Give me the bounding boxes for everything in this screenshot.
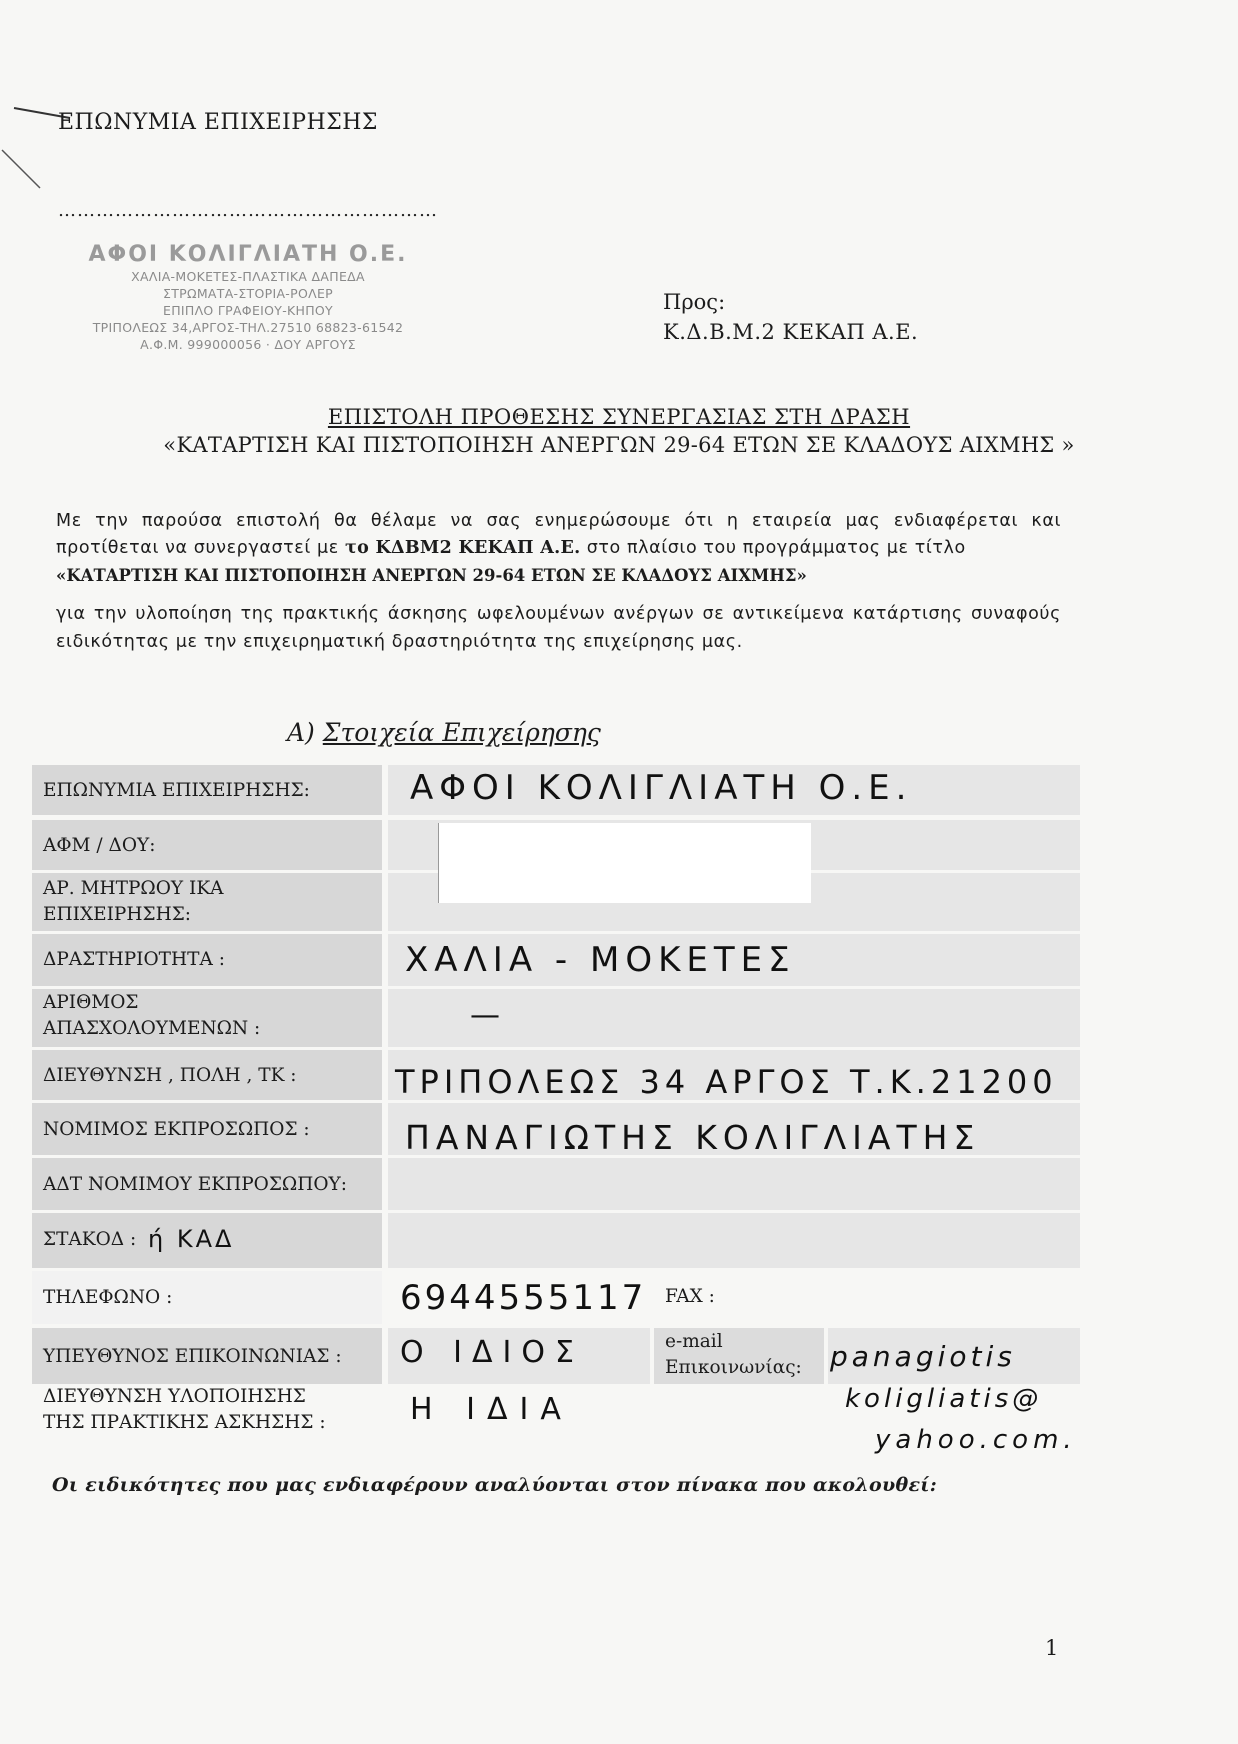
document-subtitle: «ΚΑΤΑΡΤΙΣΗ ΚΑΙ ΠΙΣΤΟΠΟΙΗΣΗ ΑΝΕΡΓΩΝ 29-64 ΕΤΩΝ ΣΕ ΚΛΑΔΟΥΣ ΑΙΧΜΗΣ »: [163, 433, 1075, 457]
label-line: ΑΡ. ΜΗΤΡΩΟΥ ΙΚΑ: [43, 878, 224, 899]
page-number: 1: [1045, 1636, 1059, 1660]
representative-value: ΠΑΝΑΓΙΩΤΗΣ ΚΟΛΙΓΛΙΑΤΗΣ: [405, 1118, 981, 1157]
label-line: ΤΗΣ ΠΡΑΚΤΙΚΗΣ ΑΣΚΗΣΗΣ :: [43, 1412, 326, 1433]
stakod-handwritten-note: ή ΚΑΔ: [148, 1225, 235, 1253]
company-name-value: ΑΦΟΙ ΚΟΛΙΓΛΙΑΤΗ Ο.Ε.: [410, 768, 913, 808]
label-line: ΕΠΙΧΕΙΡΗΣΗΣ:: [43, 904, 192, 925]
contact-field-label: ΥΠΕΥΘΥΝΟΣ ΕΠΙΚΟΙΝΩΝΙΑΣ :: [43, 1346, 342, 1367]
label-line: Επικοινωνίας:: [665, 1357, 802, 1378]
activity-field-label: ΔΡΑΣΤΗΡΙΟΤΗΤΑ :: [43, 949, 225, 970]
field-bg: [388, 1213, 1080, 1268]
vat-field-label: ΑΦΜ / ΔΟΥ:: [43, 835, 156, 856]
employees-value: —: [470, 998, 506, 1033]
body-text: Με την παρούσα επιστολή θα θέλαμε να σας ενημερώσουμε ότι η εταιρεία μας ενδιαφέρεται και προτίθεται να συνεργαστεί με: [56, 511, 1061, 558]
contact-value: Ο ΙΔΙΟΣ: [400, 1335, 584, 1370]
stamp-line: Α.Φ.Μ. 999000056 · ΔΟΥ ΑΡΓΟΥΣ: [140, 337, 356, 352]
section-title: Στοιχεία Επιχείρησης: [322, 718, 601, 747]
ika-field-label: [43, 876, 224, 928]
stakod-field-label: ΣΤΑΚΟΔ :: [43, 1229, 137, 1250]
label-line: e-mail: [665, 1331, 723, 1352]
email-field-label: [665, 1329, 802, 1381]
body-text: στο πλαίσιο του προγράμματος με τίτλο: [586, 538, 966, 558]
address-field-label: ΔΙΕΥΘΥΝΣΗ , ΠΟΛΗ , ΤΚ :: [43, 1065, 297, 1086]
to-label: Προς:: [663, 290, 726, 314]
specialties-intro-text: Οι ειδικότητες που μας ενδιαφέρουν αναλύονται στον πίνακα που ακολουθεί:: [52, 1474, 938, 1496]
representative-field-label: ΝΟΜΙΜΟΣ ΕΚΠΡΟΣΩΠΟΣ :: [43, 1119, 310, 1140]
employees-field-label: [43, 990, 260, 1042]
email-value-line-2: koligliatis@: [845, 1384, 1043, 1414]
fax-field-label: FAX :: [665, 1286, 715, 1307]
program-title: «ΚΑΤΑΡΤΙΣΗ ΚΑΙ ΠΙΣΤΟΠΟΙΗΣΗ ΑΝΕΡΓΩΝ 29-64 ΕΤΩΝ ΣΕ ΚΛΑΔΟΥΣ ΑΙΧΜΗΣ»: [56, 566, 807, 585]
body-paragraph-2: για την υλοποίηση της πρακτικής άσκησης ωφελουμένων ανέργων σε αντικείμενα κατάρτισης συναφούς ειδικότητας με την επιχειρηματική δραστηριότητα της επιχείρησης μας.: [56, 604, 1061, 652]
body-organization: το ΚΔΒΜ2 ΚΕΚΑΠ Α.Ε.: [345, 538, 581, 558]
activity-value: ΧΑΛΙΑ - ΜΟΚΕΤΕΣ: [405, 940, 796, 980]
email-value-line-1: panagiotis: [830, 1340, 1016, 1373]
training-address-value: Η ΙΔΙΑ: [410, 1392, 573, 1427]
label-line: ΔΙΕΥΘΥΝΣΗ ΥΛΟΠΟΙΗΣΗΣ: [43, 1386, 306, 1407]
stamp-line: ΤΡΙΠΟΛΕΩΣ 34,ΑΡΓΟΣ-ΤΗΛ.27510 68823-61542: [92, 320, 404, 335]
document-title: ΕΠΙΣΤΟΛΗ ΠΡΟΘΕΣΗΣ ΣΥΝΕΡΓΑΣΙΑΣ ΣΤΗ ΔΡΑΣΗ: [327, 405, 911, 429]
field-bg: [388, 1158, 1080, 1210]
label-line: ΑΡΙΘΜΟΣ: [43, 992, 139, 1013]
phone-value: 6944555117: [400, 1278, 647, 1318]
phone-field-label: ΤΗΛΕΦΩΝΟ :: [43, 1287, 173, 1308]
redacted-area: [438, 823, 811, 903]
rep-id-field-label: ΑΔΤ ΝΟΜΙΜΟΥ ΕΚΠΡΟΣΩΠΟΥ:: [43, 1174, 347, 1195]
company-stamp: [78, 242, 418, 353]
section-prefix: Α): [287, 718, 315, 747]
stamp-company-name: ΑΦΟΙ ΚΟΛΙΓΛΙΑΤΗ Ο.Ε.: [88, 242, 408, 267]
email-value-line-3: yahoo.com.: [875, 1425, 1077, 1455]
training-address-field-label: [43, 1384, 326, 1436]
address-value: ΤΡΙΠΟΛΕΩΣ 34 ΑΡΓΟΣ Τ.Κ.21200: [395, 1063, 1058, 1101]
body-paragraph-1: [56, 508, 1061, 589]
company-name-field-label: ΕΠΩΝΥΜΙΑ ΕΠΙΧΕΙΡΗΣΗΣ:: [43, 780, 310, 801]
stamp-line: ΣΤΡΩΜΑΤΑ-ΣΤΟΡΙΑ-ΡΟΛΕΡ: [163, 286, 333, 301]
company-name-label: ΕΠΩΝΥΜΙΑ ΕΠΙΧΕΙΡΗΣΗΣ: [58, 110, 378, 135]
stamp-line: ΧΑΛΙΑ-ΜΟΚΕΤΕΣ-ΠΛΑΣΤΙΚΑ ΔΑΠΕΔΑ: [131, 269, 365, 284]
section-a-heading: [287, 718, 601, 747]
recipient: Κ.Δ.Β.Μ.2 ΚΕΚΑΠ Α.Ε.: [663, 320, 919, 344]
label-line: ΑΠΑΣΧΟΛΟΥΜΕΝΩΝ :: [43, 1018, 261, 1039]
stamp-line: ΕΠΙΠΛΟ ΓΡΑΦΕΙΟΥ-ΚΗΠΟΥ: [163, 303, 333, 318]
company-name-dotted-line: ……………………………………………………: [58, 200, 438, 221]
